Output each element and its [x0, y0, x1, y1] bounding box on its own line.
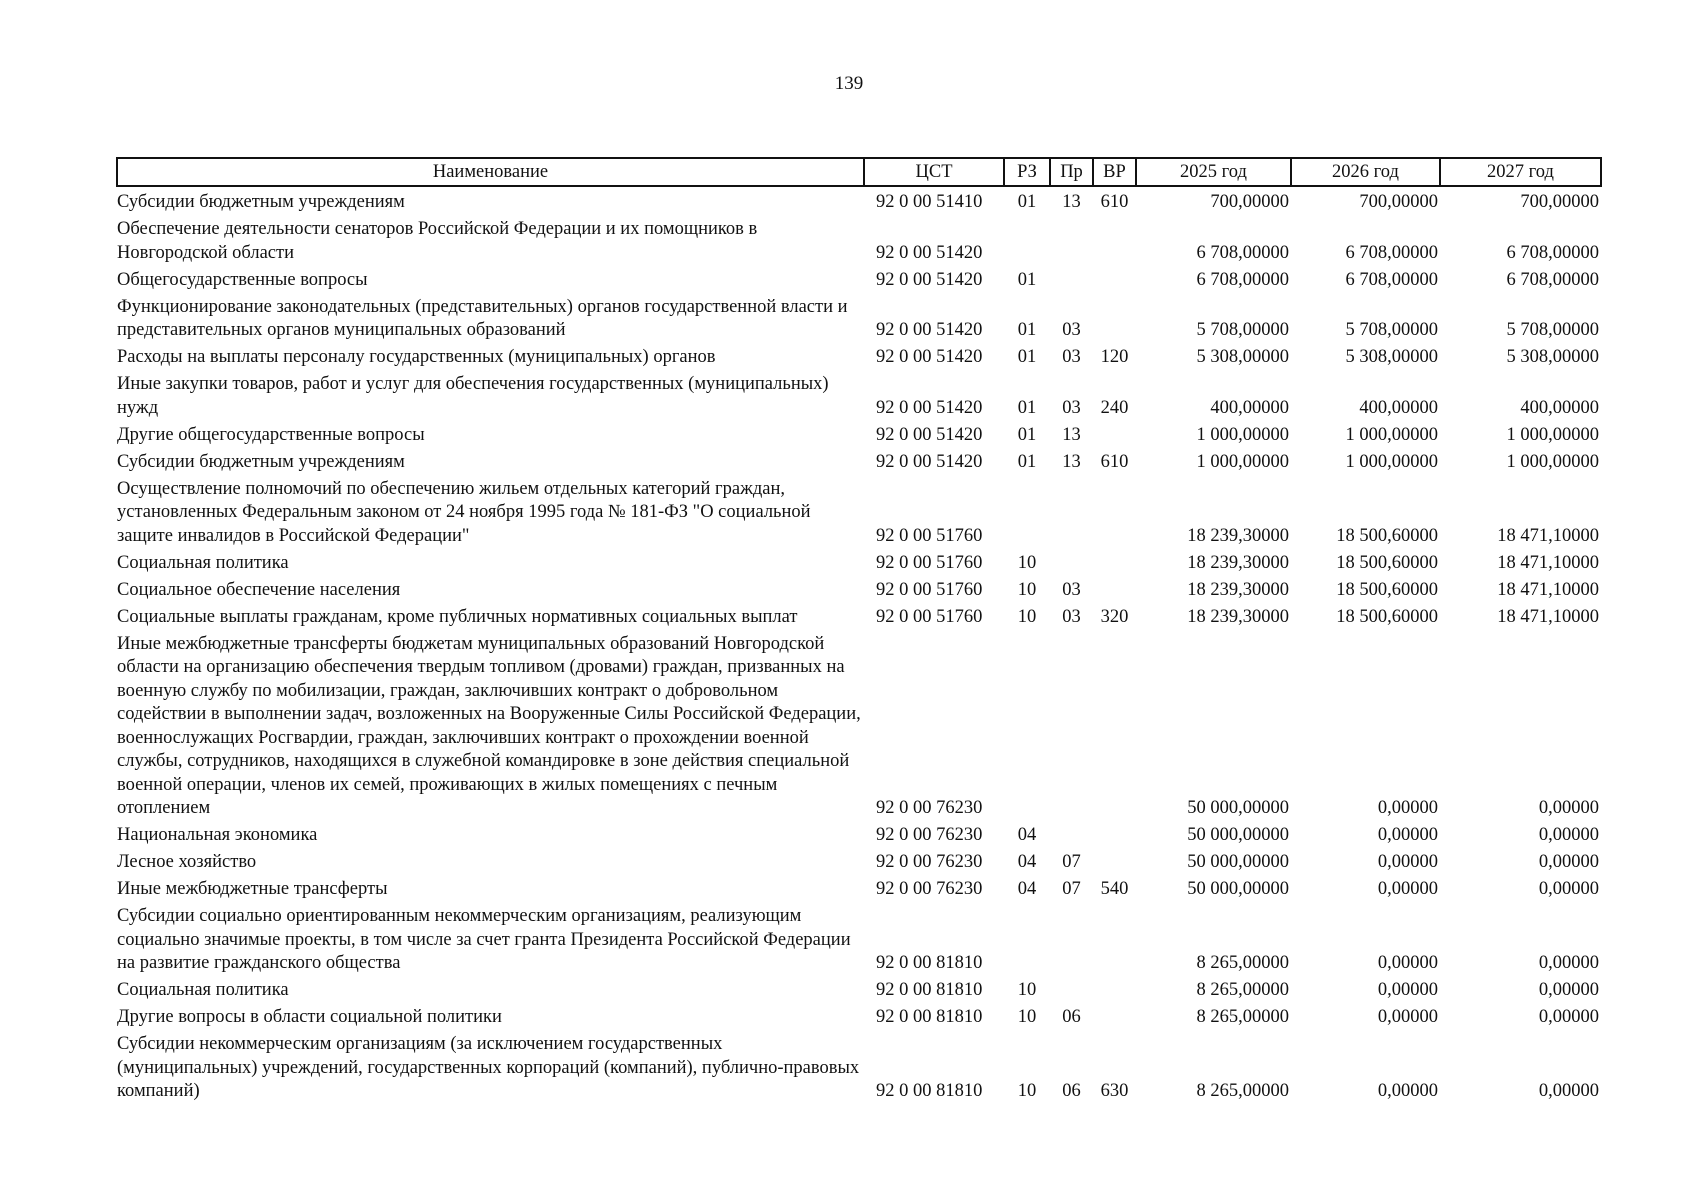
cell-name: Осуществление полномочий по обеспечению жильем отдельных категорий граждан, установленных Федеральным законом от 24 ноября 1995 года № 181-ФЗ "О социальной защите инвалидов в Российской Федерации": [117, 478, 811, 546]
cell-2026: 700,00000: [1359, 192, 1438, 212]
cell-2025: 8 265,00000: [1196, 953, 1289, 973]
cell-2025: 8 265,00000: [1196, 980, 1289, 1000]
table-row: [117, 851, 1601, 878]
header-cst: ЦСТ: [864, 158, 1004, 186]
cell-2025: 8 265,00000: [1196, 1007, 1289, 1027]
header-2027: 2027 год: [1440, 158, 1601, 186]
cell-2025: 700,00000: [1210, 192, 1289, 212]
cell-cst: 92 0 00 51760: [876, 606, 983, 627]
cell-2026: 18 500,60000: [1336, 552, 1438, 573]
cell-2026: 6 708,00000: [1345, 242, 1438, 263]
cell-2026: 0,00000: [1377, 980, 1438, 1000]
cell-rz: 10: [1017, 980, 1037, 1000]
cell-vr: [1093, 478, 1136, 552]
table-row: [117, 824, 1601, 851]
table-row: [117, 1006, 1601, 1033]
cell-2026: 0,00000: [1377, 879, 1438, 899]
cell-name: Иные закупки товаров, работ и услуг для обеспечения государственных (муниципальных) нужд: [117, 374, 829, 418]
header-pr: Пр: [1050, 158, 1093, 186]
cell-pr: 03: [1062, 606, 1081, 627]
cell-cst: 92 0 00 51420: [876, 320, 983, 340]
cell-vr: 610: [1100, 451, 1129, 472]
cell-pr: [1050, 269, 1093, 296]
cell-2027: 1 000,00000: [1506, 424, 1599, 445]
cell-cst: 92 0 00 51420: [876, 451, 983, 472]
cell-pr: 07: [1062, 879, 1081, 899]
cell-2025: 50 000,00000: [1187, 825, 1289, 845]
cell-2025: 50 000,00000: [1187, 852, 1289, 872]
cell-2026: 18 500,60000: [1336, 525, 1438, 546]
cell-2026: 400,00000: [1359, 397, 1438, 418]
cell-pr: 06: [1062, 1081, 1081, 1101]
cell-pr: 13: [1062, 451, 1081, 472]
cell-2025: 18 239,30000: [1187, 606, 1289, 627]
cell-2027: 0,00000: [1538, 798, 1599, 818]
cell-2026: 18 500,60000: [1336, 579, 1438, 600]
cell-name: Иные межбюджетные трансферты бюджетам муниципальных образований Новгородской области на организацию обеспечения твердым топливом (дровами) граждан, призванных на военную службу по мобилизации, граждан, заключивших контракт о добровольном содействии в выполнении задач, возложенных на Вооруженные Силы Российской Федерации, военнослужащих Росгвардии, граждан, заключивших контракт о прохождении военной службы, сотрудников, находящихся в служебной командировке в зоне действия специальной военной операции, членов их семей, проживающих в жилых помещениях с печным отоплением: [117, 633, 861, 818]
table-row: [117, 451, 1601, 478]
cell-rz: 01: [1017, 320, 1037, 340]
cell-2026: 5 308,00000: [1345, 347, 1438, 367]
cell-rz: 01: [1017, 269, 1037, 290]
cell-name: Субсидии социально ориентированным некоммерческим организациям, реализующим социально значимые проекты, в том числе за счет гранта Президента Российской Федерации на развитие гражданского общества: [117, 906, 851, 973]
cell-cst: 92 0 00 51420: [876, 269, 983, 290]
table-row: [117, 905, 1601, 979]
table-body: [117, 186, 1601, 1107]
cell-pr: 13: [1062, 424, 1081, 445]
cell-cst: 92 0 00 81810: [876, 1007, 983, 1027]
cell-vr: [1093, 824, 1136, 851]
cell-pr: 07: [1062, 852, 1081, 872]
cell-rz: [1004, 905, 1050, 979]
cell-pr: [1050, 979, 1093, 1006]
cell-2025: 6 708,00000: [1196, 269, 1289, 290]
cell-rz: 01: [1017, 347, 1037, 367]
cell-rz: [1004, 218, 1050, 269]
cell-pr: [1050, 478, 1093, 552]
cell-rz: 10: [1017, 606, 1037, 627]
cell-2025: 50 000,00000: [1187, 879, 1289, 899]
table-row: [117, 478, 1601, 552]
cell-2026: 0,00000: [1377, 852, 1438, 872]
table-row: [117, 218, 1601, 269]
cell-2026: 1 000,00000: [1345, 424, 1438, 445]
cell-rz: [1004, 633, 1050, 825]
cell-2025: 18 239,30000: [1187, 579, 1289, 600]
budget-table: [116, 157, 1602, 1107]
cell-2025: 18 239,30000: [1187, 525, 1289, 546]
cell-cst: 92 0 00 76230: [876, 852, 983, 872]
header-rz: РЗ: [1004, 158, 1050, 186]
table-row: [117, 269, 1601, 296]
cell-rz: [1004, 478, 1050, 552]
table-row: [117, 579, 1601, 606]
cell-pr: [1050, 552, 1093, 579]
cell-rz: 04: [1017, 825, 1037, 845]
cell-name: Субсидии бюджетным учреждениям: [117, 192, 405, 212]
cell-cst: 92 0 00 51760: [876, 579, 983, 600]
cell-rz: 01: [1017, 424, 1037, 445]
header-row: [117, 158, 1601, 186]
table-row: [117, 346, 1601, 373]
cell-pr: [1050, 633, 1093, 825]
cell-2027: 0,00000: [1538, 852, 1599, 872]
cell-vr: [1093, 552, 1136, 579]
table-row: [117, 186, 1601, 218]
cell-cst: 92 0 00 81810: [876, 980, 983, 1000]
cell-vr: [1093, 979, 1136, 1006]
cell-name: Социальные выплаты гражданам, кроме публичных нормативных социальных выплат: [117, 606, 798, 627]
cell-2026: 0,00000: [1377, 1007, 1438, 1027]
table-row: [117, 373, 1601, 424]
cell-cst: 92 0 00 51420: [876, 424, 983, 445]
cell-2027: 5 308,00000: [1506, 347, 1599, 367]
cell-vr: [1093, 851, 1136, 878]
cell-2026: 0,00000: [1377, 1081, 1438, 1101]
cell-cst: 92 0 00 51420: [876, 242, 983, 263]
cell-vr: [1093, 269, 1136, 296]
cell-vr: [1093, 1006, 1136, 1033]
cell-name: Субсидии некоммерческим организациям (за исключением государственных (муниципальных) учреждений, государственных корпораций (компаний), публично-правовых компаний): [117, 1034, 860, 1101]
cell-name: Другие общегосударственные вопросы: [117, 424, 425, 445]
cell-name: Социальная политика: [117, 552, 289, 573]
cell-2027: 0,00000: [1538, 1007, 1599, 1027]
cell-2027: 18 471,10000: [1497, 552, 1599, 573]
cell-rz: 10: [1017, 579, 1037, 600]
header-vr: ВР: [1093, 158, 1136, 186]
cell-pr: 03: [1062, 579, 1081, 600]
cell-2026: 18 500,60000: [1336, 606, 1438, 627]
cell-vr: 120: [1100, 347, 1129, 367]
table-row: [117, 979, 1601, 1006]
cell-rz: 04: [1017, 879, 1037, 899]
cell-2027: 6 708,00000: [1506, 242, 1599, 263]
table-row: [117, 424, 1601, 451]
cell-vr: [1093, 218, 1136, 269]
cell-2027: 0,00000: [1538, 980, 1599, 1000]
cell-pr: 13: [1062, 192, 1081, 212]
cell-2027: 0,00000: [1538, 879, 1599, 899]
cell-cst: 92 0 00 51760: [876, 552, 983, 573]
cell-name: Расходы на выплаты персоналу государственных (муниципальных) органов: [117, 347, 716, 367]
cell-cst: 92 0 00 51420: [876, 347, 983, 367]
cell-2026: 0,00000: [1377, 825, 1438, 845]
cell-2027: 6 708,00000: [1506, 269, 1599, 290]
cell-2025: 400,00000: [1210, 397, 1289, 418]
header-2025: 2025 год: [1136, 158, 1291, 186]
cell-vr: 540: [1100, 879, 1129, 899]
cell-vr: [1093, 424, 1136, 451]
cell-2025: 18 239,30000: [1187, 552, 1289, 573]
cell-pr: [1050, 824, 1093, 851]
table-row: [117, 606, 1601, 633]
cell-name: Субсидии бюджетным учреждениям: [117, 451, 405, 472]
cell-cst: 92 0 00 51410: [876, 192, 983, 212]
cell-name: Иные межбюджетные трансферты: [117, 879, 388, 899]
cell-name: Лесное хозяйство: [117, 852, 257, 872]
cell-rz: 01: [1017, 397, 1037, 418]
cell-pr: 03: [1062, 347, 1081, 367]
table-row: [117, 633, 1601, 825]
cell-2025: 1 000,00000: [1196, 424, 1289, 445]
cell-2027: 0,00000: [1538, 825, 1599, 845]
cell-name: Социальная политика: [117, 980, 289, 1000]
cell-2027: 700,00000: [1520, 192, 1599, 212]
cell-2026: 0,00000: [1377, 953, 1438, 973]
cell-pr: 06: [1062, 1007, 1081, 1027]
cell-2026: 5 708,00000: [1345, 320, 1438, 340]
header-2026: 2026 год: [1291, 158, 1440, 186]
cell-2025: 6 708,00000: [1196, 242, 1289, 263]
cell-rz: 01: [1017, 192, 1037, 212]
cell-2027: 0,00000: [1538, 953, 1599, 973]
cell-2025: 5 308,00000: [1196, 347, 1289, 367]
cell-2026: 6 708,00000: [1345, 269, 1438, 290]
cell-rz: 01: [1017, 451, 1037, 472]
cell-vr: [1093, 633, 1136, 825]
table-row: [117, 1033, 1601, 1107]
cell-pr: 03: [1062, 397, 1081, 418]
cell-rz: 10: [1017, 552, 1037, 573]
cell-cst: 92 0 00 51420: [876, 397, 983, 418]
cell-2027: 400,00000: [1520, 397, 1599, 418]
cell-2025: 5 708,00000: [1196, 320, 1289, 340]
cell-pr: 03: [1062, 320, 1081, 340]
cell-vr: [1093, 905, 1136, 979]
cell-cst: 92 0 00 81810: [876, 953, 983, 973]
cell-cst: 92 0 00 51760: [876, 525, 983, 546]
cell-pr: [1050, 905, 1093, 979]
cell-name: Социальное обеспечение населения: [117, 579, 401, 600]
cell-name: Обеспечение деятельности сенаторов Российской Федерации и их помощников в Новгородской области: [117, 219, 758, 263]
cell-cst: 92 0 00 76230: [876, 825, 983, 845]
cell-vr: [1093, 296, 1136, 347]
cell-cst: 92 0 00 76230: [876, 879, 983, 899]
cell-vr: 320: [1100, 606, 1129, 627]
cell-pr: [1050, 218, 1093, 269]
cell-name: Национальная экономика: [117, 825, 318, 845]
table-header: [117, 158, 1601, 186]
cell-cst: 92 0 00 76230: [876, 798, 983, 818]
cell-2025: 8 265,00000: [1196, 1081, 1289, 1101]
cell-vr: [1093, 579, 1136, 606]
header-name: Наименование: [117, 158, 864, 186]
cell-2027: 0,00000: [1538, 1081, 1599, 1101]
cell-2026: 0,00000: [1377, 798, 1438, 818]
table-row: [117, 552, 1601, 579]
table-row: [117, 878, 1601, 905]
cell-name: Общегосударственные вопросы: [117, 269, 368, 290]
cell-vr: 630: [1100, 1081, 1129, 1101]
cell-rz: 10: [1017, 1081, 1037, 1101]
cell-2027: 18 471,10000: [1497, 579, 1599, 600]
cell-2025: 1 000,00000: [1196, 451, 1289, 472]
cell-2027: 18 471,10000: [1497, 606, 1599, 627]
cell-2027: 1 000,00000: [1506, 451, 1599, 472]
cell-2025: 50 000,00000: [1187, 798, 1289, 818]
cell-2027: 18 471,10000: [1497, 525, 1599, 546]
page-number: 139: [834, 73, 864, 94]
cell-2027: 5 708,00000: [1506, 320, 1599, 340]
cell-rz: 10: [1017, 1007, 1037, 1027]
cell-2026: 1 000,00000: [1345, 451, 1438, 472]
cell-name: Функционирование законодательных (представительных) органов государственной власти и представительных органов муниципальных образований: [117, 296, 848, 340]
cell-vr: 610: [1100, 192, 1129, 212]
table-row: [117, 296, 1601, 347]
cell-vr: 240: [1100, 397, 1129, 418]
cell-rz: 04: [1017, 852, 1037, 872]
cell-cst: 92 0 00 81810: [876, 1081, 983, 1101]
cell-name: Другие вопросы в области социальной политики: [117, 1007, 502, 1027]
